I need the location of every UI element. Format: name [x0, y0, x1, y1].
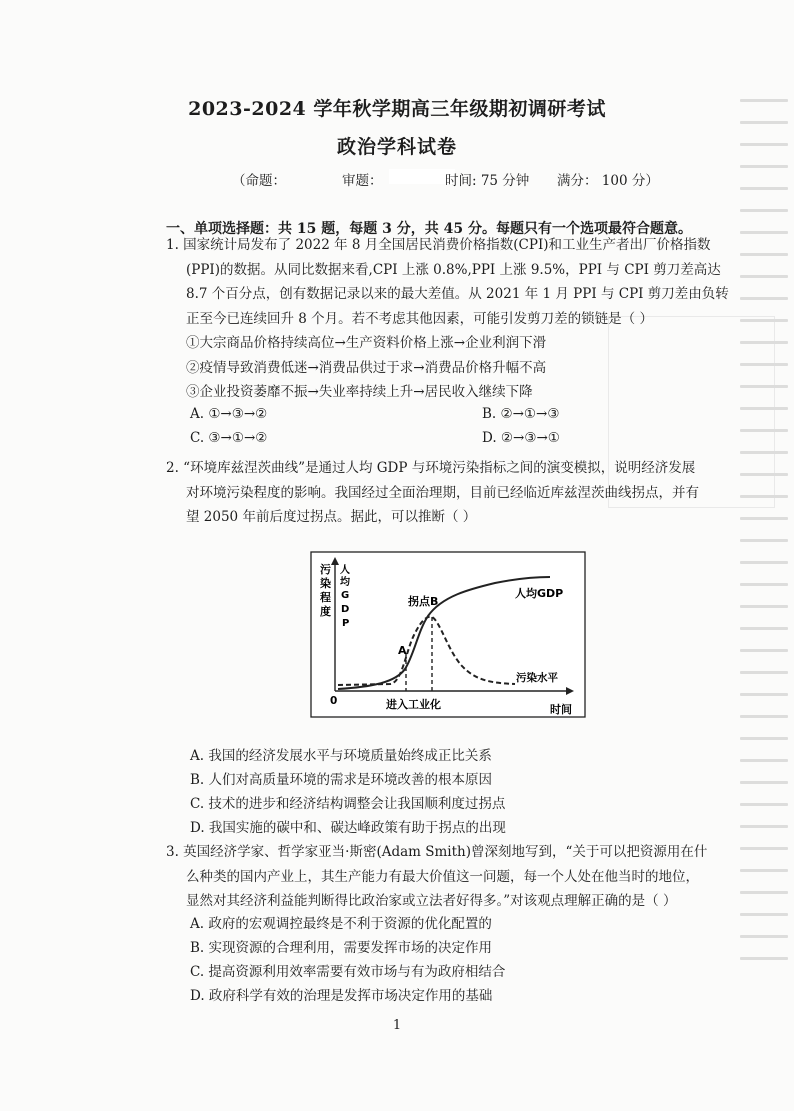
q1-option-a: A. ①→③→② [190, 406, 268, 422]
y-label-gdp: 人均 G D P [340, 565, 350, 629]
q2-option-d: D. 我国实施的碳中和、碳达峰政策有助于拐点的出现 [190, 820, 506, 836]
question-3 [166, 840, 726, 914]
gdp-curve-label: 人均GDP [515, 587, 564, 600]
q2-option-a: A. 我国的经济发展水平与环境质量始终成正比关系 [190, 748, 492, 764]
q2-option-b: B. 人们对高质量环境的需求是环境改善的根本原因 [190, 772, 493, 788]
meta-reviewer-wrap [342, 169, 383, 189]
question-1 [166, 233, 729, 405]
industrialization-label: 进入工业化 [386, 698, 441, 711]
q3-option-b: B. 实现资源的合理利用，需要发挥市场的决定作用 [190, 940, 493, 956]
section-heading: 一、单项选择题：共 15 题，每题 3 分，共 45 分。每题只有一个选项最符合题意。 [166, 221, 692, 237]
q2-option-c: C. 技术的进步和经济结构调整会让我国顺利度过拐点 [190, 796, 506, 812]
q3-stem-line: 么种类的国内产业上，其生产能力有最大价值这一问题，每一个人处在他当时的地位， [186, 868, 699, 885]
point-a-label: A [398, 644, 407, 657]
q1-option-b: B. ②→①→③ [482, 406, 560, 422]
q1-chain-item: ③企业投资萎靡不振→失业率持续上升→居民收入继续下降 [186, 384, 533, 400]
q1-chain-item: ②疫情导致消费低迷→消费品供过于求→消费品价格升幅不高 [186, 359, 547, 376]
meta-score: 满分： 100 分） [557, 173, 659, 189]
kuznets-curve-figure [310, 551, 586, 718]
q3-option-c: C. 提高资源利用效率需要有效市场与有为政府相结合 [190, 964, 506, 980]
q3-option-a: A. 政府的宏观调控最终是不利于资源的优化配置的 [190, 916, 492, 932]
q3-option-d: D. 政府科学有效的治理是发挥市场决定作用的基础 [190, 988, 493, 1004]
exam-subtitle: 政治学科试卷 [336, 136, 457, 158]
q3-stem-line: 显然对其经济利益能判断得比政治家或立法者好得多。”对该观点理解正确的是（ ） [186, 893, 677, 909]
q1-option-c: C. ③→①→② [190, 430, 268, 446]
point-b-label: 拐点B [408, 595, 439, 608]
origin-label: 0 [330, 695, 338, 707]
q2-stem-line: 2. “环境库兹涅茨曲线”是通过人均 GDP 与环境污染指标之间的演变模拟，说明经济发展 [166, 460, 696, 476]
pollution-curve-label: 污染水平 [516, 672, 558, 684]
q2-stem-line: 望 2050 年前后度过拐点。据此，可以推断（ ） [186, 509, 477, 525]
q1-chain-item: ①大宗商品价格持续高位→生产资料价格上涨→企业利润下滑 [186, 335, 547, 351]
exam-title: 2023-2024 学年秋学期高三年级期初调研考试 [188, 98, 606, 120]
q1-stem-line: 8.7 个百分点，创有数据记录以来的最大差值。从 2021 年 1 月 PPI 与 CPI 剪刀差由负转 [186, 286, 729, 302]
q2-stem-line: 对环境污染程度的影响。我国经过全面治理期，目前已经临近库兹涅茨曲线拐点，并有 [186, 484, 699, 501]
meta-reviewer: 审题： [342, 173, 383, 189]
q1-stem-line: (PPI)的数据。从同比数据来看,CPI 上涨 0.8%,PPI 上涨 9.5%，PPI 与 CPI 剪刀差高达 [186, 261, 721, 278]
q1-option-d: D. ②→③→① [482, 430, 560, 446]
q1-stem-line: 正至今已连续回升 8 个月。若不考虑其他因素，可能引发剪刀差的锁链是（ ） [186, 310, 653, 327]
x-axis-label: 时间 [550, 703, 572, 716]
meta-time: 时间: 75 分钟 [445, 173, 530, 189]
y-label-pollution: 污染程度 [320, 563, 331, 618]
question-2 [166, 456, 726, 530]
q1-stem-line: 1. 国家统计局发布了 2022 年 8 月全国居民消费价格指数(CPI)和工业生产者出厂价格指数 [166, 237, 711, 253]
page-number: 1 [392, 1018, 402, 1033]
bleed-through-marks [736, 80, 794, 1040]
q3-stem-line: 3. 英国经济学家、哲学家亚当·斯密(Adam Smith)曾深刻地写到，“关于可以把资源用在什 [166, 844, 708, 860]
meta-author: （命题： [232, 173, 286, 189]
